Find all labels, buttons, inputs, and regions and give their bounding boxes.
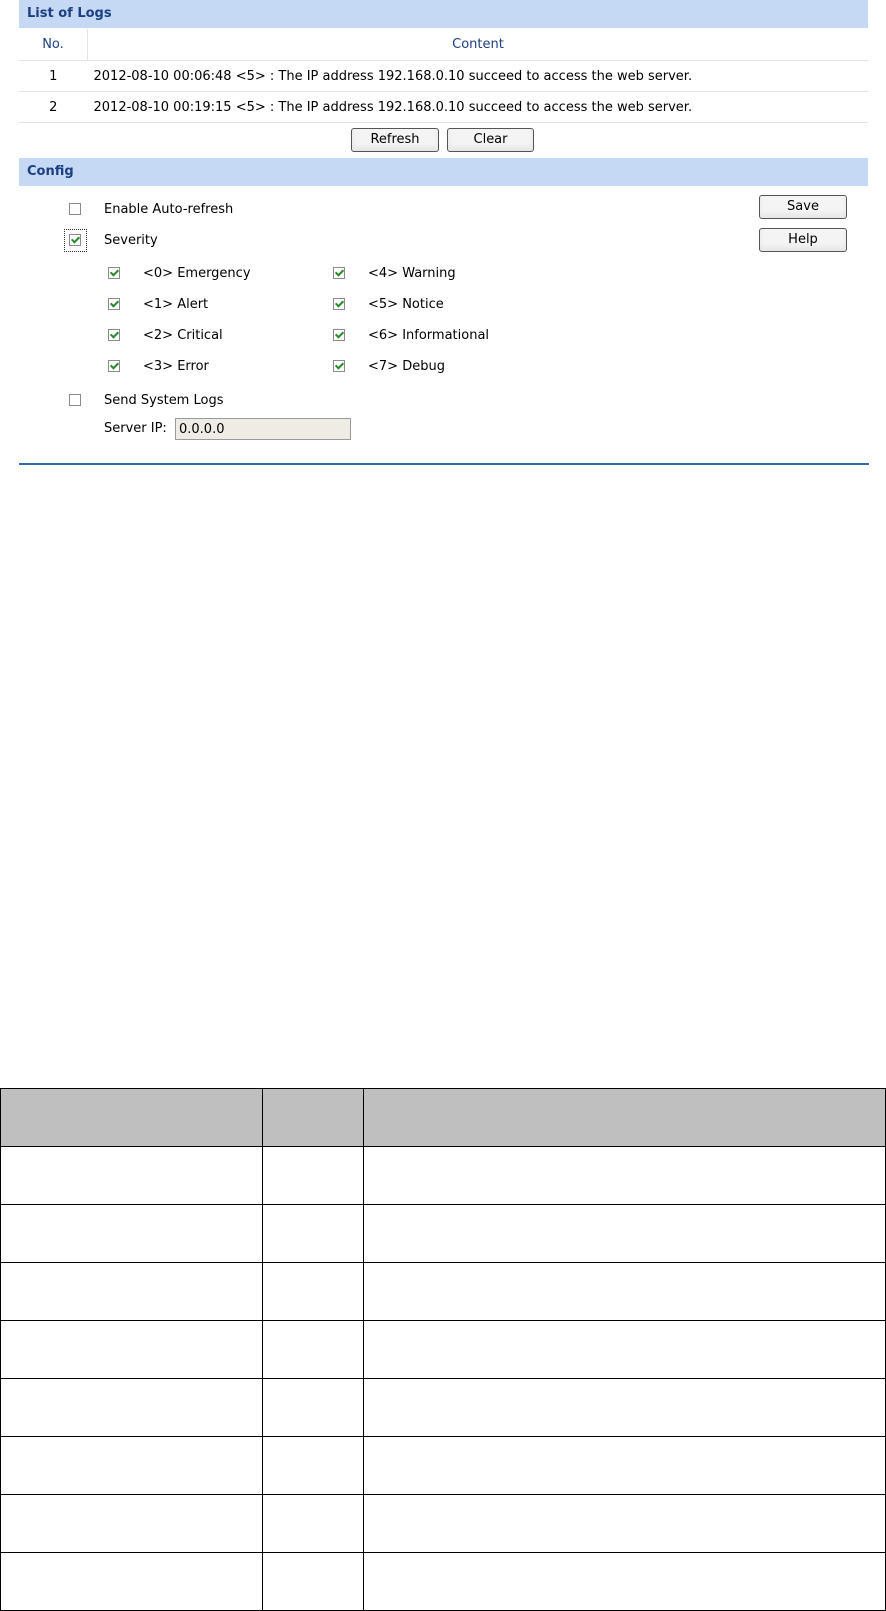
logs-section-header: List of Logs [19, 0, 868, 28]
auto-refresh-label: Enable Auto-refresh [104, 202, 234, 217]
table-cell [1, 1263, 263, 1321]
level-1-label: <1> Alert [143, 297, 209, 312]
level-5-label: <5> Notice [368, 297, 444, 312]
table-cell [1, 1205, 263, 1263]
level-2-label: <2> Critical [143, 328, 223, 343]
table-cell [263, 1089, 364, 1147]
reference-table [0, 1088, 886, 1611]
server-ip-input[interactable] [175, 418, 351, 440]
table-cell [364, 1147, 886, 1205]
help-button[interactable]: Help [759, 228, 847, 252]
table-row [1, 1379, 886, 1437]
table-cell [364, 1321, 886, 1379]
level-6-label: <6> Informational [368, 328, 490, 343]
table-row [19, 92, 868, 123]
table-cell [364, 1553, 886, 1611]
table-row [1, 1147, 886, 1205]
table-cell [1, 1379, 263, 1437]
auto-refresh-checkbox[interactable] [69, 203, 81, 215]
level-5-checkbox[interactable] [333, 298, 345, 310]
send-logs-label: Send System Logs [104, 393, 224, 408]
logs-table [19, 29, 868, 123]
server-ip-label: Server IP: [104, 421, 167, 436]
table-row [1, 1553, 886, 1611]
table-cell [263, 1147, 364, 1205]
logs-table-header [19, 29, 868, 61]
log-content: 2012-08-10 00:06:48 <5> : The IP address 192.168.0.10 succeed to access the web server. [88, 61, 869, 92]
level-4-checkbox[interactable] [333, 267, 345, 279]
table-cell [364, 1437, 886, 1495]
level-1-checkbox[interactable] [108, 298, 120, 310]
level-6-checkbox[interactable] [333, 329, 345, 341]
level-0-label: <0> Emergency [143, 266, 251, 281]
table-row [1, 1495, 886, 1553]
table-cell [364, 1205, 886, 1263]
table-cell [1, 1147, 263, 1205]
table-cell [1, 1553, 263, 1611]
log-no: 2 [19, 92, 88, 123]
table-cell [1, 1089, 263, 1147]
table-cell [364, 1379, 886, 1437]
table-row [19, 61, 868, 92]
level-7-checkbox[interactable] [333, 360, 345, 372]
table-cell [1, 1321, 263, 1379]
table-row [1, 1263, 886, 1321]
level-0-checkbox[interactable] [108, 267, 120, 279]
table-row [1, 1205, 886, 1263]
level-7-label: <7> Debug [368, 359, 445, 374]
table-cell [263, 1379, 364, 1437]
log-no: 1 [19, 61, 88, 92]
level-3-label: <3> Error [143, 359, 209, 374]
config-section-header: Config [19, 158, 868, 186]
column-header-no: No. [19, 29, 88, 61]
clear-button[interactable]: Clear [447, 128, 534, 152]
table-cell [1, 1437, 263, 1495]
table-cell [263, 1321, 364, 1379]
column-header-content: Content [88, 29, 869, 61]
table-cell [364, 1495, 886, 1553]
table-cell [263, 1495, 364, 1553]
save-button[interactable]: Save [759, 195, 847, 219]
table-cell [1, 1495, 263, 1553]
table-cell [364, 1089, 886, 1147]
table-cell [364, 1263, 886, 1321]
severity-checkbox[interactable] [69, 234, 81, 246]
level-3-checkbox[interactable] [108, 360, 120, 372]
reference-table-header [1, 1089, 886, 1147]
table-row [1, 1437, 886, 1495]
severity-label: Severity [104, 233, 158, 248]
level-2-checkbox[interactable] [108, 329, 120, 341]
table-cell [263, 1263, 364, 1321]
table-row [1, 1321, 886, 1379]
send-logs-checkbox[interactable] [69, 394, 81, 406]
table-cell [263, 1437, 364, 1495]
table-cell [263, 1205, 364, 1263]
section-divider [19, 463, 869, 465]
level-4-label: <4> Warning [368, 266, 456, 281]
refresh-button[interactable]: Refresh [351, 128, 439, 152]
table-cell [263, 1553, 364, 1611]
log-content: 2012-08-10 00:19:15 <5> : The IP address 192.168.0.10 succeed to access the web server. [88, 92, 869, 123]
